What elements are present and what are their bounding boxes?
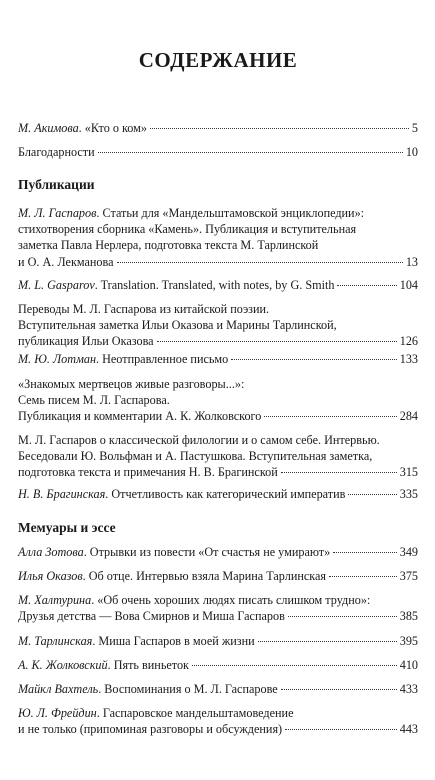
entry-title-line: и О. А. Лекманова	[18, 254, 114, 269]
entry-title-line: стихотворения сборника «Камень». Публикация и вступительная	[18, 222, 357, 237]
entry-title-line: Публикация и комментарии А. К. Жолковского	[18, 409, 262, 424]
toc-entry[interactable]	[18, 432, 418, 481]
page-number: 433	[399, 682, 418, 696]
toc-entry[interactable]	[18, 633, 418, 649]
entry-author: А. К. Жолковский	[18, 658, 108, 672]
entry-title-line: публикация Ильи Оказова	[18, 334, 154, 349]
toc-entry-line	[18, 376, 418, 392]
toc-entry-line: М. Ю. Лотман. Неотправленное письмо 133	[18, 352, 418, 366]
entry-author: Алла Зотова	[18, 545, 84, 559]
dot-leader	[281, 472, 397, 473]
toc-entry-line	[18, 317, 418, 333]
dot-leader	[348, 494, 396, 495]
page-number: 133	[399, 352, 418, 366]
page-number: 410	[399, 658, 418, 672]
entry-author: М. Тарлинская	[18, 634, 93, 648]
toc-entry[interactable]	[18, 144, 418, 160]
toc-entry[interactable]	[18, 277, 418, 293]
entry-author: М. Акимова	[18, 121, 79, 135]
toc-entry-line: M. L. Gasparov. Translation. Translated, with notes, by G. Smith 104	[18, 278, 418, 292]
toc-entry[interactable]	[18, 657, 418, 673]
page-number: 315	[399, 465, 418, 480]
entry-title-line: Неотправленное письмо	[102, 352, 229, 366]
dot-leader	[98, 152, 403, 153]
toc-entry[interactable]	[18, 301, 418, 350]
toc-entry-line: Алла Зотова. Отрывки из повести «От счастья не умирают» 349	[18, 545, 418, 559]
toc-entry[interactable]	[18, 486, 418, 502]
toc-entry-line: Илья Оказов. Об отце. Интервью взяла Марина Тарлинская 375	[18, 569, 418, 583]
entry-title-line: Благодарности	[18, 145, 95, 159]
dot-leader	[288, 616, 397, 617]
toc-entry-line	[18, 333, 418, 349]
entry-title-line: Беседовали Ю. Вольфман и А. Пастушкова. Вступительная заметка,	[18, 449, 373, 464]
entry-title-line: Пять виньеток	[113, 658, 189, 672]
page-number: 126	[399, 334, 418, 349]
toc-entry-line: М. Л. Гаспаров. Статьи для «Мандельштамовской энциклопедии»:	[18, 206, 365, 220]
dot-leader	[150, 128, 409, 129]
dot-leader	[333, 552, 397, 553]
toc-entry-line	[18, 448, 418, 464]
entry-title-line: «Знакомых мертвецов живые разговоры...»:	[18, 377, 245, 391]
entry-title-line: Гаспаровское мандельштамоведение	[102, 706, 294, 720]
dot-leader	[285, 729, 397, 730]
toc-entry-line: А. К. Жолковский. Пять виньеток 410	[18, 658, 418, 672]
entry-author: Н. В. Брагинская	[18, 487, 106, 501]
toc-entry-line: Н. В. Брагинская. Отчетливость как категорический императив 335	[18, 487, 418, 501]
dot-leader	[192, 665, 397, 666]
entry-title-line: заметка Павла Нерлера, подготовка текста М. Тарлинской	[18, 238, 319, 253]
page-number: 443	[399, 722, 418, 737]
entry-title-line: и не только (припоминая разговоры и обсуждения)	[18, 722, 283, 737]
page-number: 385	[399, 609, 418, 624]
page-number: 5	[411, 121, 418, 135]
toc-entry-line: Майкл Вахтель. Воспоминания о М. Л. Гаспарове 433	[18, 682, 418, 696]
entry-title-line: Друзья детства — Вова Смирнов и Миша Гаспаров	[18, 609, 285, 624]
page-number: 10	[405, 145, 418, 159]
toc-entry-line	[18, 254, 418, 270]
toc-entry-line: М. Тарлинская. Миша Гаспаров в моей жизни 395	[18, 634, 418, 648]
toc-entry-line	[18, 144, 418, 160]
toc-page	[18, 0, 418, 780]
toc-entry-line	[18, 392, 418, 408]
entry-author: Майкл Вахтель	[18, 682, 99, 696]
entry-author: Илья Оказов	[18, 569, 83, 583]
entry-title-line: Translation. Translated, with notes, by G. Smith	[100, 278, 335, 292]
dot-leader	[157, 341, 397, 342]
toc-entry-line	[18, 432, 418, 448]
entry-author: М. Л. Гаспаров	[18, 206, 97, 220]
entry-title-line: Статьи для «Мандельштамовской энциклопедии»:	[102, 206, 365, 220]
dot-leader	[281, 689, 397, 690]
toc-entry-line	[18, 301, 418, 317]
dot-leader	[117, 262, 403, 263]
entry-title-line: Воспоминания о М. Л. Гаспарове	[104, 682, 278, 696]
page-number: 284	[399, 409, 418, 424]
dot-leader	[337, 285, 396, 286]
entry-author: Ю. Л. Фрейдин	[18, 706, 97, 720]
entry-title-line: «Об очень хороших людях писать слишком трудно»:	[97, 593, 371, 607]
toc-entry-line	[18, 408, 418, 424]
toc-entry-line	[18, 221, 418, 237]
page-number: 395	[399, 634, 418, 648]
entry-author: М. Ю. Лотман	[18, 352, 96, 366]
toc-entry[interactable]	[18, 120, 418, 136]
section-heading: Публикации	[18, 177, 95, 192]
entry-title-line: Миша Гаспаров в моей жизни	[98, 634, 255, 648]
page-title: СОДЕРЖАНИЕ	[138, 48, 298, 72]
toc-entry[interactable]	[18, 705, 418, 737]
page-number: 335	[399, 487, 418, 501]
toc-entry-line	[18, 721, 418, 737]
entry-title-line: «Кто о ком»	[84, 121, 147, 135]
page-number: 13	[405, 254, 418, 269]
toc-entry[interactable]	[18, 544, 418, 560]
section-heading: Мемуары и эссе	[18, 520, 116, 535]
page-number: 104	[399, 278, 418, 292]
toc-entry[interactable]	[18, 376, 418, 425]
entry-title-line: Об отце. Интервью взяла Марина Тарлинская	[88, 569, 327, 583]
entry-title-line: Переводы М. Л. Гаспарова из китайской поэзии.	[18, 302, 270, 316]
toc-entry-line: М. Халтурина. «Об очень хороших людях писать слишком трудно»:	[18, 593, 371, 607]
entry-author: М. Халтурина	[18, 593, 92, 607]
dot-leader	[264, 416, 396, 417]
toc-entry[interactable]	[18, 568, 418, 584]
dot-leader	[329, 576, 397, 577]
entry-title-line: М. Л. Гаспаров о классической филологии и о самом себе. Интервью.	[18, 433, 380, 447]
entry-title-line: Отчетливость как категорический императив	[111, 487, 346, 501]
dot-leader	[258, 641, 397, 642]
toc-entry[interactable]	[18, 351, 418, 367]
dot-leader	[231, 359, 396, 360]
page-number: 349	[399, 545, 418, 559]
toc-entry[interactable]	[18, 205, 418, 270]
toc-entry-line	[18, 608, 418, 624]
page-number: 375	[399, 569, 418, 583]
toc-entry-line: М. Акимова. «Кто о ком» 5	[18, 121, 418, 135]
toc-entry-line	[18, 237, 418, 253]
entry-title-line: подготовка текста и примечания Н. В. Брагинской	[18, 465, 278, 480]
toc-entry-line	[18, 464, 418, 480]
entry-title-line: Отрывки из повести «От счастья не умирают»	[89, 545, 331, 559]
entry-title-line: Семь писем М. Л. Гаспарова.	[18, 393, 170, 408]
toc-entry-line: Ю. Л. Фрейдин. Гаспаровское мандельштамоведение	[18, 706, 294, 720]
entry-title-line: Вступительная заметка Ильи Оказова и Марины Тарлинской,	[18, 318, 337, 333]
toc-entry[interactable]	[18, 592, 418, 624]
entry-author: M. L. Gasparov	[18, 278, 95, 292]
toc-entry[interactable]	[18, 681, 418, 697]
